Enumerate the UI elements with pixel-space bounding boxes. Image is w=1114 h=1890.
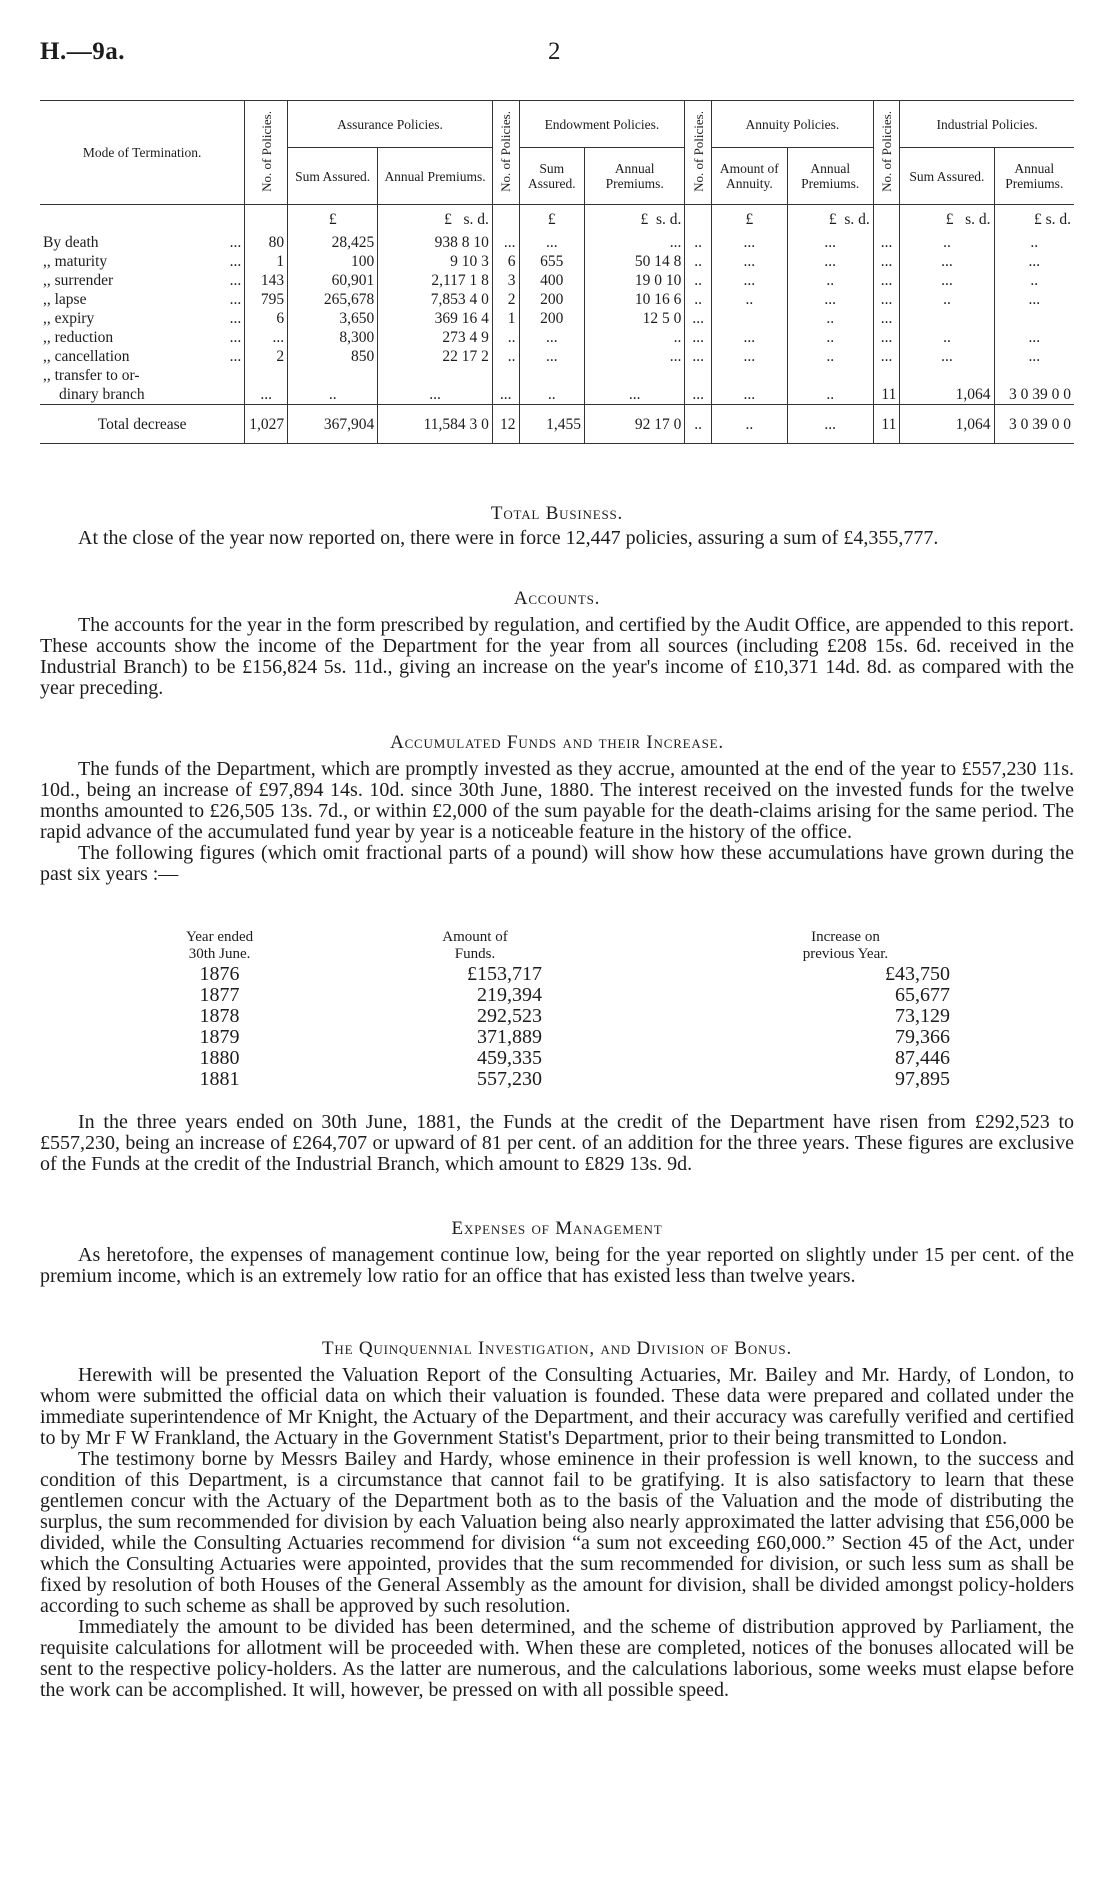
table-row (40, 290, 1074, 309)
table-cell: 97,895 (895, 1068, 950, 1090)
table-cell: ... (900, 252, 994, 271)
quinquennial-section (40, 1338, 1074, 1701)
table-cell: 459,335 (476, 1047, 542, 1069)
table-cell: 65,677 (895, 984, 950, 1006)
table-row (40, 309, 1074, 328)
table-cell: .. (1030, 272, 1039, 289)
table-cell: 1877 (199, 984, 240, 1006)
table-cell: ... (245, 328, 288, 347)
leader-dots: ... (204, 290, 245, 309)
annuity-policies-header: Annuity Policies. (711, 101, 873, 148)
unit-pound-s-d: £ s. d. (900, 205, 994, 234)
unit-pound-s-d: £ s. d. (378, 205, 493, 234)
table-cell: .. (787, 271, 873, 290)
table-cell: £153,717 (466, 963, 542, 985)
table-cell: .. (585, 328, 685, 347)
industrial-annual-premiums-header: Annual Premiums. (994, 148, 1074, 205)
leader-dots: ... (204, 328, 245, 347)
table-cell: 292,523 (476, 1005, 542, 1027)
table-cell: ... (787, 233, 873, 252)
endowment-no-of-policies-header: No. of Policies. (492, 101, 519, 205)
table-cell: 850 (288, 347, 378, 366)
table-cell: .. (900, 290, 994, 309)
termination-mode-cell: ,, maturity (43, 253, 108, 270)
table-cell: ... (711, 233, 787, 252)
table-cell: ... (873, 328, 900, 347)
table-cell: 6 (245, 309, 288, 328)
table-cell: 273 4 9 (378, 328, 493, 347)
table-cell: 7,853 4 0 (378, 290, 493, 309)
page-number: 2 (548, 38, 561, 65)
table-cell: 3,650 (288, 309, 378, 328)
table-cell (900, 309, 994, 328)
assurance-policies-header: Assurance Policies. (288, 101, 493, 148)
unit-pound-s-d: £ s. d. (1033, 210, 1071, 228)
accumulated-funds-section (40, 732, 1074, 885)
accumulated-funds-para-3: In the three years ended on 30th June, 1881, the Funds at the credit of the Department have risen from £292,523 to £557,230, being an increase of £264,707 or upward of 81 per cent. of an addition for the three years. These figures are exclusive of the Funds at the credit of the Industrial Branch, which amount to £829 13s. 9d. (40, 1111, 1074, 1175)
expenses-text: As heretofore, the expenses of management continue low, being for the year reported on slightly under 15 per cent. of the premium income, which is an extremely low ratio for an office that has existed less than twelve years. (40, 1244, 1074, 1287)
table-row (40, 252, 1074, 271)
leader-dots: ... (204, 271, 245, 290)
table-cell: .. (492, 328, 519, 347)
transfer-mode-cell: ,, transfer to or- dinary branch (40, 366, 245, 405)
table-cell: 219,394 (476, 984, 542, 1006)
table-row (160, 1027, 960, 1048)
table-cell: ... (492, 233, 519, 252)
table-cell: 50 14 8 (585, 252, 685, 271)
table-cell: 2 (492, 290, 519, 309)
annuity-amount-header: Amount of Annuity. (711, 148, 787, 205)
unit-pound-s-d: £ s. d. (585, 205, 685, 234)
table-cell: .. (685, 252, 712, 271)
total-decrease-label: Total decrease (40, 405, 245, 444)
table-cell: ... (900, 271, 994, 290)
table-cell: 2,117 1 8 (378, 271, 493, 290)
assurance-no-of-policies-header: No. of Policies. (245, 101, 288, 205)
table-cell: ... (787, 290, 873, 309)
table-row (160, 1069, 960, 1090)
table-row (160, 1006, 960, 1027)
endowment-sum-assured-header: Sum Assured. (519, 148, 585, 205)
table-row (160, 985, 960, 1006)
table-cell: .. (787, 309, 873, 328)
table-cell: 87,446 (895, 1047, 950, 1069)
table-cell: 1 (492, 309, 519, 328)
quinquennial-para-3: Immediately the amount to be divided has been determined, and the scheme of distribution approved by Parliament, the requisite calculations for allotment will be proceeded with. When these are completed, notices of the bonuses allocated will be sent to the respective policy-holders. As the latter are numerous, and the calculations laborious, some weeks must elapse before the work can be accomplished. It will, however, be pressed on with all possible speed. (40, 1616, 1074, 1701)
leader-dots: ... (204, 347, 245, 366)
table-cell: 143 (245, 271, 288, 290)
quinquennial-para-2: The testimony borne by Messrs Bailey and Hardy, whose eminence in their profession is well known, to the success and condition of this Department, is a circumstance that cannot fail to be gratifying. It is also satisfactory to learn that these gentlemen concur with the Actuary of the Department both as to the basis of the Valuation and the mode of distributing the surplus, the sum recommended for division by each Valuation being also nearly approximated the latter advising that £56,000 be divided, while the Consulting Actuaries recommend for division “a sum not exceeding £60,000.” Section 45 of the Act, under which the Consulting Actuaries were appointed, provides that the sum recommended for division, or such less sum as shall be fixed by resolution of both Houses of the General Assembly as the amount for division, shall be divided amongst policy-holders according to such scheme as shall be approved by such resolution. (40, 1448, 1074, 1617)
total-decrease-row: Total decrease 1,027 367,904 11,584 3 0 12 1,455 92 17 0 .. .. ... 11 1,064 3 0 39 0 0 (40, 405, 1074, 444)
table-cell: ... (873, 271, 900, 290)
table-cell: ... (585, 347, 685, 366)
table-cell: 795 (245, 290, 288, 309)
table-cell: 8,300 (288, 328, 378, 347)
total-business-section (40, 503, 1074, 549)
table-cell: ... (711, 347, 787, 366)
table-cell: .. (685, 290, 712, 309)
table-cell: ... (1028, 291, 1041, 308)
table-cell: ... (685, 347, 712, 366)
table-cell: 73,129 (895, 1005, 950, 1027)
table-row (40, 271, 1074, 290)
table-row (160, 1048, 960, 1069)
accounts-section (40, 588, 1074, 699)
quinquennial-heading: The Quinquennial Investigation, and Division of Bonus. (322, 1338, 792, 1359)
unit-pound: £ (519, 205, 585, 234)
unit-pound-s-d: £ s. d. (787, 205, 873, 234)
table-cell: 3 (492, 271, 519, 290)
table-cell: ... (873, 290, 900, 309)
table-cell: ... (585, 233, 685, 252)
accounts-text: The accounts for the year in the form prescribed by regulation, and certified by the Audit Office, are appended to this report. These accounts show the income of the Department for the year from all sources (including £208 15s. 6d. received in the Industrial Branch) to be £156,824 5s. 11d., giving an increase on the year's income of £10,371 14d. 8d. as compared with the year preceding. (40, 614, 1074, 699)
table-cell: ... (519, 347, 585, 366)
termination-mode-cell: ,, surrender (43, 272, 114, 289)
table-cell: ... (873, 252, 900, 271)
table-cell (994, 309, 1074, 328)
industrial-policies-header: Industrial Policies. (900, 101, 1074, 148)
table-cell: .. (787, 347, 873, 366)
termination-mode-cell: ,, cancellation (43, 348, 130, 365)
table-row (40, 328, 1074, 347)
table-row (40, 233, 1074, 252)
table-row (40, 347, 1074, 366)
increase-header: Increase on previous Year. (802, 929, 889, 962)
table-cell: 28,425 (288, 233, 378, 252)
termination-mode-cell: ,, lapse (43, 291, 87, 308)
table-cell: .. (900, 328, 994, 347)
table-cell: 22 17 2 (378, 347, 493, 366)
table-cell: .. (685, 233, 712, 252)
industrial-sum-assured-header: Sum Assured. (900, 148, 994, 205)
accumulated-funds-para-1: The funds of the Department, which are promptly invested as they accrue, amounted at the end of the year to £557,230 11s. 10d., being an increase of £97,894 14s. 10d. since 30th June, 1880. The interest received on the invested funds for the twelve months amounted to £26,505 13s. 7d., or within £2,000 of the sum payable for the death-claims arising for the same period. The rapid advance of the accumulated fund year by year is a noticeable feature in the history of the office. (40, 758, 1074, 843)
table-cell: ... (711, 271, 787, 290)
table-cell: 200 (519, 290, 585, 309)
table-cell: ... (787, 252, 873, 271)
table-cell: ... (900, 347, 994, 366)
table-cell: 1876 (199, 963, 240, 985)
total-business-heading: Total Business. (490, 503, 624, 524)
leader-dots: ... (204, 309, 245, 328)
table-cell: ... (1028, 329, 1041, 346)
total-business-text: At the close of the year now reported on, there were in force 12,447 policies, assuring a sum of £4,355,777. (78, 527, 939, 549)
endowment-annual-premiums-header: Annual Premiums. (585, 148, 685, 205)
table-cell: 557,230 (476, 1068, 542, 1090)
accumulated-funds-para-2: The following figures (which omit fractional parts of a pound) will show how these accumulations have grown during the past six years :— (40, 842, 1074, 885)
amount-of-funds-header: Amount of Funds. (442, 929, 508, 962)
table-cell: ... (711, 328, 787, 347)
table-cell: .. (685, 271, 712, 290)
table-cell: 80 (245, 233, 288, 252)
table-cell: ... (685, 328, 712, 347)
table-row (160, 964, 960, 985)
table-cell: 265,678 (288, 290, 378, 309)
table-cell: ... (685, 309, 712, 328)
expenses-heading: Expenses of Management (451, 1218, 663, 1239)
termination-table (40, 100, 1074, 444)
table-cell: 100 (288, 252, 378, 271)
table-cell: 1880 (199, 1047, 240, 1069)
table-cell: 12 5 0 (585, 309, 685, 328)
table-cell: 9 10 3 (378, 252, 493, 271)
table-cell: 938 8 10 (378, 233, 493, 252)
table-cell: 6 (492, 252, 519, 271)
leader-dots: ... (204, 252, 245, 271)
table-cell: ... (873, 309, 900, 328)
transfer-row: ,, transfer to or- dinary branch ... .. ... ... .. ... ... ... .. 11 1,064 3 0 39 0 0 (40, 366, 1074, 405)
table-cell: 371,889 (476, 1026, 542, 1048)
expenses-section (40, 1218, 1074, 1287)
quinquennial-para-1: Herewith will be presented the Valuation Report of the Consulting Actuaries, Mr. Bailey and Mr. Hardy, of London, to whom were submitted the official data on which their valuation is founded. These data were prepared and collated under the immediate superintendence of Mr Knight, the Actuary of the Department, and their accuracy was carefully verified and certified to by Mr F W Frankland, the Actuary in the Government Statist's Department, prior to their being transmitted to London. (40, 1364, 1074, 1449)
table-cell: 369 16 4 (378, 309, 493, 328)
table-cell: .. (900, 233, 994, 252)
leader-dots: ... (204, 233, 245, 252)
table-cell: 19 0 10 (585, 271, 685, 290)
table-cell: 1881 (199, 1068, 240, 1090)
table-cell: 1878 (199, 1005, 240, 1027)
mode-of-termination-header: Mode of Termination. (40, 101, 245, 205)
table-cell: 400 (519, 271, 585, 290)
units-row (40, 205, 1074, 234)
industrial-no-of-policies-header: No. of Policies. (873, 101, 900, 205)
unit-pound: £ (288, 205, 378, 234)
table-cell: ... (873, 233, 900, 252)
table-cell: 2 (245, 347, 288, 366)
table-cell: 10 16 6 (585, 290, 685, 309)
assurance-sum-assured-header: Sum Assured. (288, 148, 378, 205)
table-cell: ... (873, 347, 900, 366)
table-cell: 60,901 (288, 271, 378, 290)
table-cell: ... (1028, 348, 1041, 365)
year-ended-header: Year ended 30th June. (185, 929, 254, 962)
fund-growth-table (160, 928, 960, 1090)
table-cell: .. (711, 290, 787, 309)
termination-mode-cell: ,, reduction (43, 329, 114, 346)
table-cell: 79,366 (895, 1026, 950, 1048)
funds-three-years-section (40, 1112, 1074, 1175)
table-cell: 655 (519, 252, 585, 271)
table-cell: 1879 (199, 1026, 240, 1048)
accumulated-funds-heading: Accumulated Funds and their Increase. (390, 732, 724, 753)
assurance-annual-premiums-header: Annual Premiums. (378, 148, 493, 205)
table-cell: ... (1028, 253, 1041, 270)
table-cell: 200 (519, 309, 585, 328)
table-cell: .. (787, 328, 873, 347)
table-cell (711, 309, 787, 328)
table-cell: ... (519, 328, 585, 347)
unit-pound: £ (711, 205, 787, 234)
table-cell: £43,750 (885, 963, 950, 985)
accounts-heading: Accounts. (513, 588, 601, 609)
termination-mode-cell: ,, expiry (43, 310, 95, 327)
table-cell: ... (519, 233, 585, 252)
annuity-annual-premiums-header: Annual Premiums. (787, 148, 873, 205)
table-cell: 1 (245, 252, 288, 271)
termination-mode-cell: By death (43, 234, 99, 251)
parliamentary-paper-reference: H.—9a. (40, 38, 125, 65)
annuity-no-of-policies-header: No. of Policies. (685, 101, 712, 205)
endowment-policies-header: Endowment Policies. (519, 101, 685, 148)
table-cell: .. (492, 347, 519, 366)
table-cell: .. (1030, 234, 1039, 251)
table-cell: ... (711, 252, 787, 271)
